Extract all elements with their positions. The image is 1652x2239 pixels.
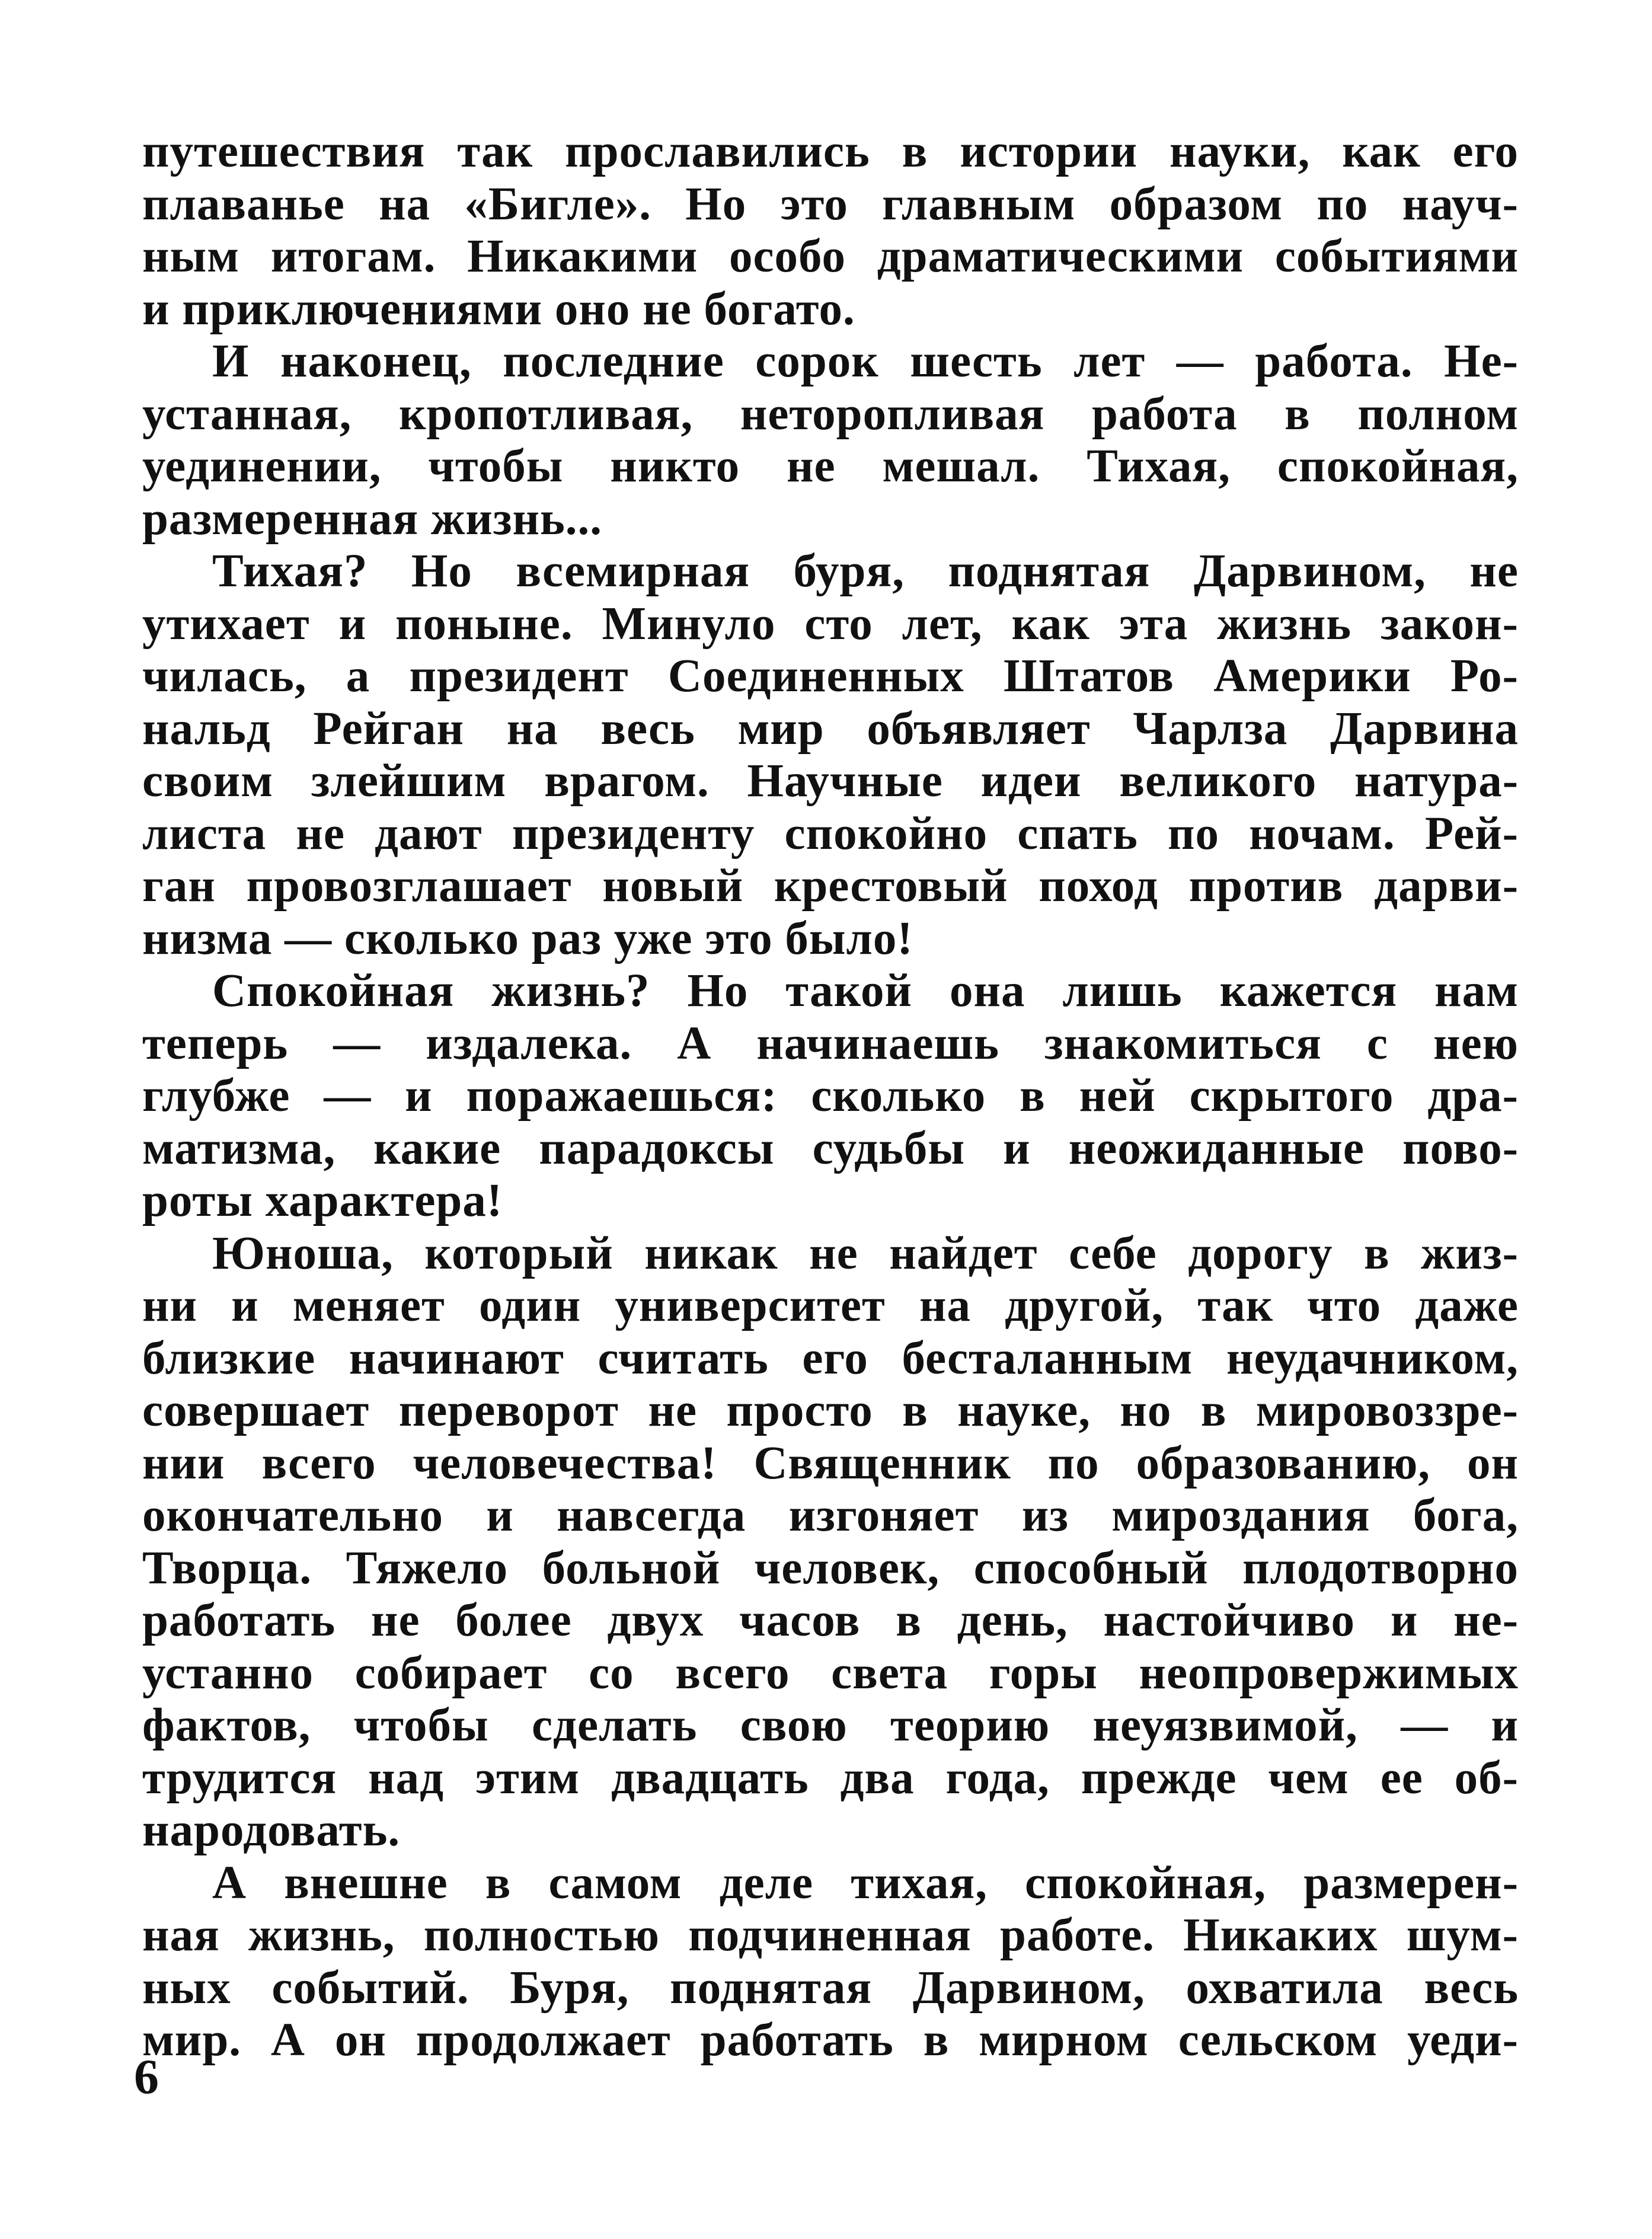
text-line: Творца. Тяжело больной человек, способный плодотворно xyxy=(142,1542,1519,1594)
text-line: нальд Рейган на весь мир объявляет Чарлза Дарвина xyxy=(142,702,1519,755)
text-line: листа не дают президенту спокойно спать по ночам. Рей- xyxy=(142,807,1519,860)
text-line: теперь — издалека. А начинаешь знакомиться с нею xyxy=(142,1017,1519,1069)
text-line: ных событий. Буря, поднятая Дарвином, охватила весь xyxy=(142,1962,1519,2014)
text-line: чилась, а президент Соединенных Штатов Америки Ро- xyxy=(142,650,1519,702)
text-line: ная жизнь, полностью подчиненная работе. Никаких шум- xyxy=(142,1909,1519,1961)
text-line: А внешне в самом деле тихая, спокойная, размерен- xyxy=(212,1857,1519,1909)
text-line: работать не более двух часов в день, настойчиво и не- xyxy=(142,1595,1519,1646)
text-line: глубже — и поражаешься: сколько в ней скрытого дра- xyxy=(142,1070,1519,1122)
text-line: низма — сколько раз уже это было! xyxy=(142,912,913,964)
page-number: 6 xyxy=(134,2049,159,2104)
text-line: роты характера! xyxy=(142,1175,503,1227)
text-line: размеренная жизнь... xyxy=(142,493,603,545)
text-line: ным итогам. Никакими особо драматическими событиями xyxy=(142,231,1519,282)
text-line: своим злейшим врагом. Научные идеи великого натура- xyxy=(142,755,1519,807)
text-line: Юноша, который никак не найдет себе дорогу в жиз- xyxy=(212,1227,1519,1279)
text-line: Тихая? Но всемирная буря, поднятая Дарвином, не xyxy=(212,545,1519,597)
text-line: совершает переворот не просто в науке, но в мировоззре- xyxy=(142,1385,1519,1436)
text-line: плаванье на «Бигле». Но это главным образом по науч- xyxy=(142,178,1519,230)
text-line: утихает и поныне. Минуло сто лет, как эта жизнь закон- xyxy=(142,598,1519,650)
text-line: уединении, чтобы никто не мешал. Тихая, спокойная, xyxy=(142,440,1519,492)
text-line: окончательно и навсегда изгоняет из мироздания бога, xyxy=(142,1490,1519,1541)
text-line: устанная, кропотливая, неторопливая работа в полном xyxy=(142,388,1519,440)
text-line: путешествия так прославились в истории науки, как его xyxy=(142,126,1519,177)
text-line: ган провозглашает новый крестовый поход против дарви- xyxy=(142,860,1519,912)
body-text xyxy=(142,126,1519,2067)
text-line: матизма, какие парадоксы судьбы и неожиданные пово- xyxy=(142,1122,1519,1174)
text-line: народовать. xyxy=(142,1804,401,1856)
text-line: Спокойная жизнь? Но такой она лишь кажется нам xyxy=(212,965,1519,1017)
text-line: И наконец, последние сорок шесть лет — работа. Не- xyxy=(212,336,1519,387)
text-line: трудится над этим двадцать два года, прежде чем ее об- xyxy=(142,1752,1519,1804)
text-line: фактов, чтобы сделать свою теорию неуязвимой, — и xyxy=(142,1700,1519,1751)
text-line: устанно собирает со всего света горы неопровержимых xyxy=(142,1647,1519,1699)
text-line: мир. А он продолжает работать в мирном сельском уеди- xyxy=(142,2014,1519,2066)
text-line: и приключениями оно не богато. xyxy=(142,283,855,335)
text-line: нии всего человечества! Священник по образованию, он xyxy=(142,1437,1519,1489)
text-line: близкие начинают считать его бесталанным неудачником, xyxy=(142,1332,1519,1384)
text-line: ни и меняет один университет на другой, так что даже xyxy=(142,1280,1519,1331)
